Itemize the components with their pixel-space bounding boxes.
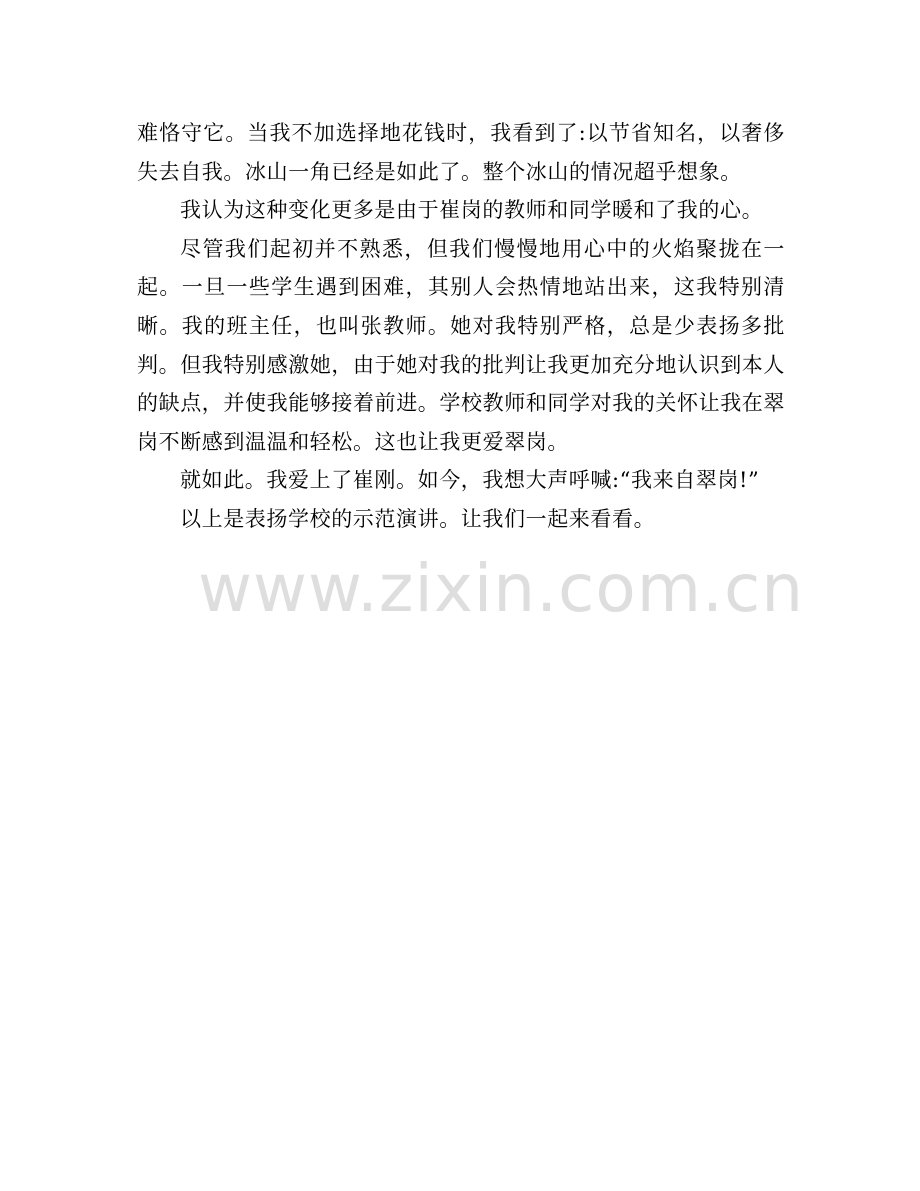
- paragraph-3: 尽管我们起初并不熟悉，但我们慢慢地用心中的火焰聚拢在一起。一旦一些学生遇到困难，其别人会热情地站出来，这我特别清晰。我的班主任，也叫张教师。她对我特别严格，总是少表扬多批判。但我特别感激她，由于她对我的批判让我更加充分地认识到本人的缺点，并使我能够接着前进。学校教师和同学对我的关怀让我在翠岗不断感到温温和轻松。这也让我更爱翠岗。: [137, 236, 785, 454]
- paragraph-4: 就如此。我爱上了崔刚。如今，我想大声呼喊:“我来自翠岗!”: [180, 468, 760, 493]
- document-body: [137, 114, 785, 539]
- paragraph-1: 难恪守它。当我不加选择地花钱时，我看到了:以节省知名，以奢侈失去自我。冰山一角已经是如此了。整个冰山的情况超乎想象。: [137, 121, 785, 184]
- paragraph-2: 我认为这种变化更多是由于崔岗的教师和同学暖和了我的心。: [180, 198, 764, 223]
- watermark: www.zixin.com.cn: [198, 550, 805, 627]
- paragraph-5: 以上是表扬学校的示范演讲。让我们一起来看看。: [180, 506, 656, 531]
